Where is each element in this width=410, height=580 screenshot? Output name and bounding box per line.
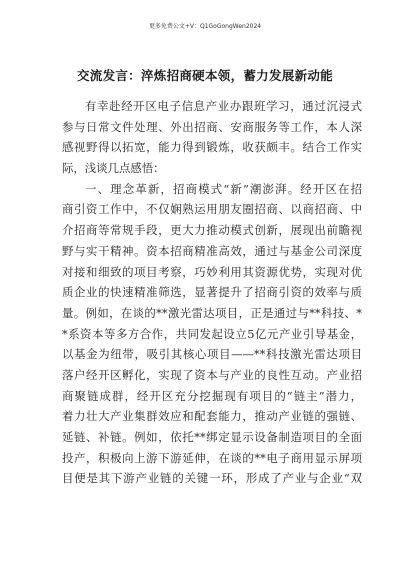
body-line: 介招商等常规手段，更大力推动模式创新，展现出前瞻视 [62, 223, 362, 238]
body-line: 着力壮大产业集群效应和配套能力，推动产业链的强链、 [62, 409, 362, 424]
body-line: 对接和细致的项目考察，巧妙利用其资源优势，实现对优 [62, 264, 362, 279]
body-line: 野与实干精神。资本招商精准高效，通过与基金公司深度 [62, 243, 362, 258]
body-line: 延链、补链。例如，依托**绑定显示设备制造项目的全面 [62, 430, 362, 444]
header-note: 更多免费公文+V：Q1GoGongWen2024 [148, 23, 262, 30]
body-line: 际，浅谈几点感悟： [62, 161, 165, 176]
body-line: 落户经开区孵化，实现了资本与产业的良性互动。产业招 [62, 367, 362, 382]
body-line: 商引资工作中，不仅娴熟运用朋友圈招商、以商招商、中 [62, 202, 362, 217]
body-line: 目便是其下游产业链的关键一环，形成了产业与企业“双 [62, 471, 362, 486]
body-line: *系资本等多方合作，共同发起设立5亿元产业引导基金， [62, 326, 362, 341]
document-body [62, 96, 362, 489]
body-line: 量。例如，在谈的**激光雷达项目，正是通过与**科技、* [62, 305, 362, 320]
body-line: 感视野得以拓宽，能力得到锻炼，收获颇丰。结合工作实 [62, 140, 362, 155]
body-line: 参与日常文件处理、外出招商、安商服务等工作，本人深 [62, 119, 362, 134]
body-line: 投产，积极向上游下游延伸，在谈的**电子商用显示屏项 [62, 450, 362, 465]
body-line: 商聚链成群，经开区充分挖掘现有项目的“链主”潜力， [62, 388, 362, 403]
document-title: 交流发言：淬炼招商硬本领，蓄力发展新动能 [76, 68, 333, 83]
body-line: 以基金为纽带，吸引其核心项目——**科技激光雷达项目 [62, 347, 362, 362]
body-line: 质企业的快速精准筛选，显著提升了招商引资的效率与质 [62, 285, 362, 300]
body-line: 有幸赴经开区电子信息产业办跟班学习，通过沉浸式 [85, 99, 362, 113]
body-line: 一、理念革新，招商模式“新”潮澎湃。经开区在招 [85, 181, 362, 196]
